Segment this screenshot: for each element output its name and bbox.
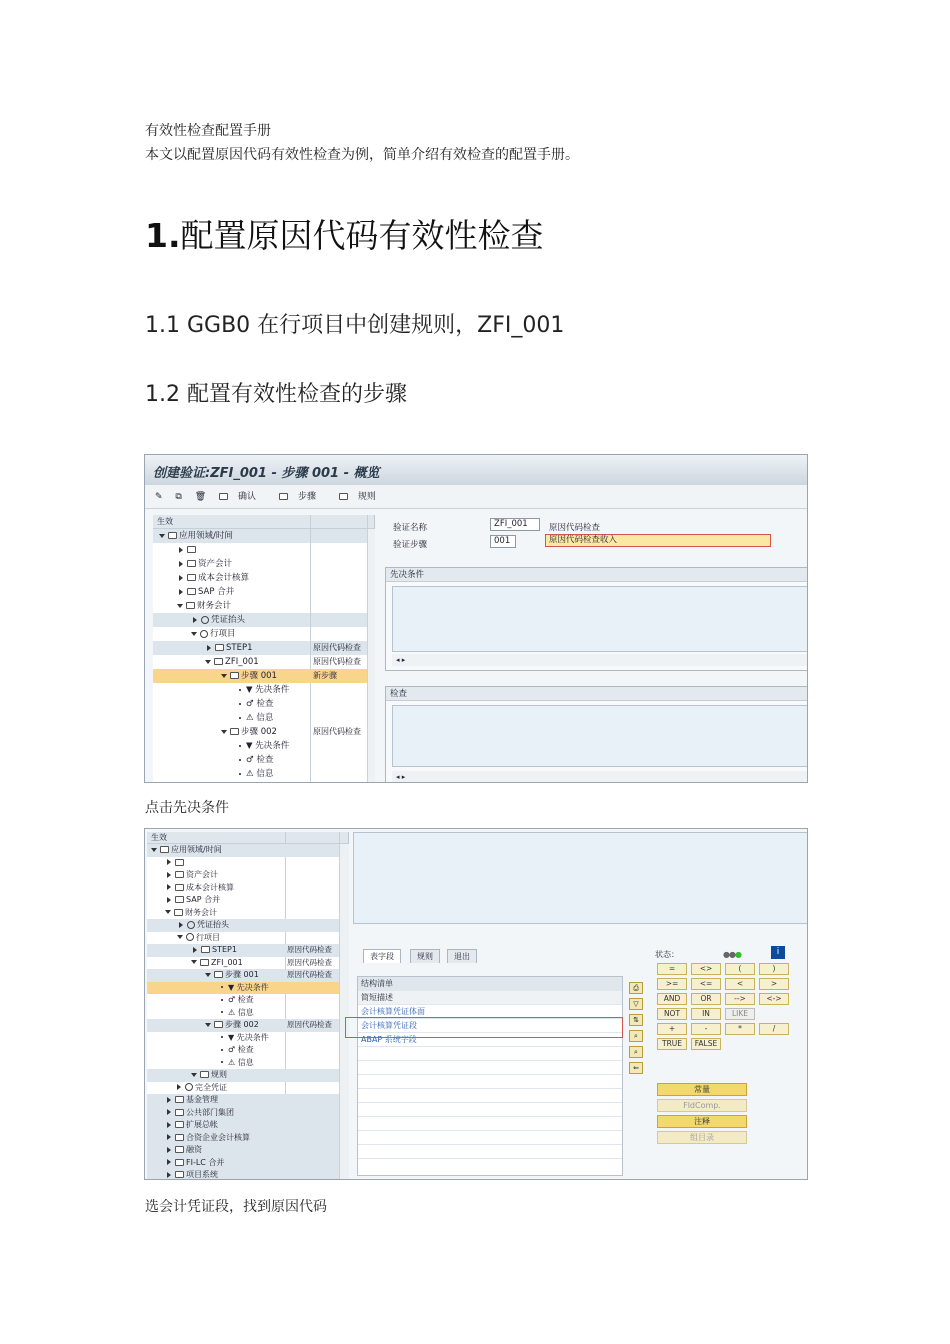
tree-desc: 原因代码检查 bbox=[287, 945, 332, 954]
clock-icon bbox=[186, 933, 194, 941]
folder-open-icon bbox=[174, 909, 183, 916]
step-button[interactable]: 步骤 bbox=[279, 492, 326, 502]
tree-desc: 原因代码检查 bbox=[313, 727, 361, 736]
filter-icon: ▼ bbox=[228, 1032, 235, 1042]
folder-icon bbox=[175, 1121, 184, 1128]
validation-tree bbox=[153, 515, 375, 783]
group-directory-button[interactable]: 组目录 bbox=[657, 1131, 747, 1144]
tree-node[interactable]: ▼ 先决条件 bbox=[239, 683, 289, 697]
tree-node[interactable]: 成本会计核算 bbox=[179, 571, 249, 585]
op-button[interactable]: LIKE bbox=[725, 1008, 755, 1020]
warning-icon: ⚠ bbox=[246, 769, 254, 779]
list-item[interactable] bbox=[358, 1061, 622, 1075]
op-button[interactable]: + bbox=[657, 1023, 687, 1035]
folder-icon bbox=[175, 1134, 184, 1141]
panel-scroll-arrows[interactable]: ◂ ▸ bbox=[392, 771, 808, 783]
status-label: 状态： bbox=[655, 950, 679, 959]
clock-icon bbox=[185, 1083, 193, 1091]
tree-node[interactable]: 应用领域/时间 bbox=[159, 529, 233, 543]
warning-icon: ⚠ bbox=[246, 713, 254, 723]
folder-icon bbox=[187, 574, 196, 581]
check-icon: ♂ bbox=[228, 995, 236, 1004]
folder-open-icon bbox=[186, 602, 195, 609]
validation-name-desc: 原因代码检查 bbox=[549, 523, 601, 533]
tree-node[interactable]: ▼ 先决条件 bbox=[221, 1032, 269, 1045]
validation-step-label: 验证步骤 bbox=[393, 540, 428, 550]
tree-node[interactable]: 合资企业会计核算 bbox=[167, 1132, 250, 1145]
tree-node[interactable]: ZFI_001 bbox=[205, 655, 259, 669]
warning-icon: ⚠ bbox=[228, 1007, 236, 1017]
rule-folder-icon bbox=[200, 1071, 209, 1078]
tree-node[interactable]: ⚠ 信息 bbox=[239, 767, 273, 781]
tree-desc: 新步骤 bbox=[313, 671, 337, 680]
false-button[interactable]: FALSE bbox=[691, 1038, 721, 1050]
folder-open-icon bbox=[230, 672, 239, 679]
constant-button[interactable]: 常量 bbox=[657, 1083, 747, 1096]
tree-desc: 原因代码检查 bbox=[287, 1020, 332, 1029]
find-icon[interactable]: ⌕ bbox=[629, 1030, 643, 1042]
tree-node[interactable]: 凭证抬头 bbox=[179, 919, 229, 932]
sort-icon[interactable]: ⇅ bbox=[629, 1014, 643, 1026]
tree-node-selected[interactable]: ▼ 先决条件 bbox=[147, 982, 339, 995]
tree-node[interactable]: 公共部门集团 bbox=[167, 1107, 234, 1120]
folder-icon bbox=[160, 846, 169, 853]
list-item[interactable]: ABAP 系统字段 bbox=[358, 1033, 622, 1047]
tree-node[interactable]: ⚠ 信息 bbox=[221, 1057, 254, 1070]
filter-icon: ▼ bbox=[246, 685, 253, 695]
folder-icon bbox=[187, 546, 196, 553]
tab-exits[interactable]: 退出 bbox=[447, 949, 477, 963]
doc-intro: 本文以配置原因代码有效性检查为例，简单介绍有效检查的配置手册。 bbox=[145, 147, 579, 163]
tree-header: 生效 bbox=[153, 515, 374, 529]
highlight-box bbox=[345, 1017, 623, 1038]
op-button[interactable]: = bbox=[657, 963, 687, 975]
op-button[interactable]: / bbox=[759, 1023, 789, 1035]
folder-icon bbox=[175, 1109, 184, 1116]
heading-1-number: 1. bbox=[145, 216, 181, 255]
tree-node[interactable]: SAP 合并 bbox=[179, 585, 234, 599]
tree-node[interactable]: 扩展总帐 bbox=[167, 1119, 218, 1132]
tree-node[interactable]: ♂ 检查 bbox=[239, 753, 273, 767]
print-icon[interactable]: ⎙ bbox=[629, 982, 643, 994]
list-item[interactable] bbox=[358, 1117, 622, 1131]
trash-icon[interactable]: 🗑 bbox=[194, 492, 207, 502]
tree-node[interactable]: ♂ 检查 bbox=[239, 697, 273, 711]
list-item[interactable] bbox=[358, 1145, 622, 1159]
tree-node[interactable]: 资产会计 bbox=[167, 869, 218, 882]
tree-node[interactable]: 步骤 001 bbox=[205, 969, 259, 982]
op-button[interactable]: >= bbox=[657, 978, 687, 990]
check-panel-title: 检查 bbox=[386, 687, 808, 701]
condition-editor[interactable] bbox=[353, 832, 808, 924]
validation-tree bbox=[147, 832, 349, 1180]
rule-button[interactable]: 规则 bbox=[339, 492, 386, 502]
tree-node[interactable] bbox=[167, 857, 186, 870]
screenshot-prerequisite-editor bbox=[144, 828, 808, 1180]
tree-node[interactable]: FI-LC 合并 bbox=[167, 1157, 224, 1170]
screenshot-create-validation bbox=[144, 454, 808, 783]
back-arrow-icon[interactable]: ⇐ bbox=[629, 1062, 643, 1074]
folder-open-icon bbox=[214, 658, 223, 665]
check-icon: ♂ bbox=[246, 755, 254, 765]
tree-node[interactable]: 财务会计 bbox=[177, 599, 231, 613]
tree-node[interactable]: STEP1 bbox=[207, 641, 253, 655]
folder-icon bbox=[187, 588, 196, 595]
clock-icon bbox=[187, 921, 195, 929]
panel-scroll-arrows[interactable]: ◂ ▸ bbox=[392, 654, 808, 666]
op-button[interactable]: --> bbox=[725, 993, 755, 1005]
op-button[interactable]: * bbox=[725, 1023, 755, 1035]
tree-node[interactable]: 基金管理 bbox=[167, 1094, 218, 1107]
op-button[interactable]: OR bbox=[691, 993, 721, 1005]
list-item[interactable] bbox=[358, 1103, 622, 1117]
folder-icon bbox=[187, 560, 196, 567]
list-item[interactable] bbox=[358, 1047, 622, 1061]
op-button[interactable]: > bbox=[759, 978, 789, 990]
doc-title: 有效性检查配置手册 bbox=[145, 123, 271, 139]
tree-desc: 原因代码检查 bbox=[287, 957, 332, 967]
prerequisite-panel bbox=[385, 567, 808, 671]
validation-step-field[interactable]: 001 bbox=[490, 535, 516, 548]
tab-table-fields[interactable]: 表字段 bbox=[363, 949, 401, 963]
tree-node[interactable]: ⚠ 信息 bbox=[239, 711, 273, 725]
tree-node-selected[interactable]: 步骤 001 bbox=[153, 669, 367, 683]
copy-icon[interactable]: ⧉ bbox=[175, 492, 182, 502]
filter-icon: ▼ bbox=[246, 741, 253, 751]
tree-node[interactable] bbox=[179, 543, 198, 557]
list-item[interactable] bbox=[358, 1075, 622, 1089]
clock-icon bbox=[201, 616, 209, 624]
pencil-icon[interactable]: ✎ bbox=[155, 492, 163, 502]
tree-header: 生效 bbox=[147, 832, 348, 844]
true-button[interactable]: TRUE bbox=[657, 1038, 687, 1050]
tree-node[interactable]: 应用领域/时间 bbox=[151, 844, 222, 857]
op-button[interactable]: - bbox=[691, 1023, 721, 1035]
op-button[interactable]: <= bbox=[691, 978, 721, 990]
op-button[interactable]: NOT bbox=[657, 1008, 687, 1020]
op-button[interactable]: < bbox=[725, 978, 755, 990]
folder-open-icon bbox=[214, 971, 223, 978]
tree-desc: 原因代码检查 bbox=[287, 970, 332, 979]
document-icon bbox=[339, 493, 348, 500]
tree-node[interactable]: ⚠ 信息 bbox=[221, 1007, 254, 1020]
folder-open-icon bbox=[200, 959, 209, 966]
tree-node[interactable]: 财务会计 bbox=[165, 907, 217, 920]
tree-node[interactable]: 凭证抬头 bbox=[193, 613, 245, 627]
find-next-icon[interactable]: ⌕ bbox=[629, 1046, 643, 1058]
tree-node[interactable]: 步骤 002 bbox=[205, 1019, 259, 1032]
warning-icon: ⚠ bbox=[228, 1057, 236, 1067]
folder-icon bbox=[175, 859, 184, 866]
heading-1-2: 1.2 配置有效性检查的步骤 bbox=[145, 382, 407, 407]
op-button[interactable]: AND bbox=[657, 993, 687, 1005]
validation-name-field[interactable]: ZFI_001 bbox=[490, 518, 540, 531]
tree-node[interactable]: ▼ 先决条件 bbox=[239, 739, 289, 753]
tree-node[interactable]: ♂ 检查 bbox=[221, 994, 254, 1007]
folder-icon bbox=[175, 871, 184, 878]
folder-icon bbox=[168, 532, 177, 539]
validation-name-label: 验证名称 bbox=[393, 523, 428, 533]
folder-icon bbox=[175, 884, 184, 891]
clock-icon bbox=[200, 630, 208, 638]
tree-node[interactable]: 规则 bbox=[191, 1069, 227, 1082]
prerequisite-panel-title: 先决条件 bbox=[386, 568, 808, 582]
info-icon[interactable]: i bbox=[771, 946, 785, 959]
comment-button[interactable]: 注释 bbox=[657, 1115, 747, 1128]
op-button[interactable]: IN bbox=[691, 1008, 721, 1020]
tree-node[interactable]: ♂ 检查 bbox=[221, 1044, 254, 1057]
check-icon: ♂ bbox=[246, 699, 254, 709]
tree-node[interactable]: ZFI_001 bbox=[191, 957, 243, 970]
heading-1-text: 配置原因代码有效性检查 bbox=[180, 216, 544, 255]
structure-list bbox=[357, 976, 623, 1176]
list-header: 结构清单 bbox=[358, 977, 622, 991]
folder-icon bbox=[215, 644, 224, 651]
document-icon bbox=[219, 493, 228, 500]
tree-node[interactable]: 项目系统 bbox=[167, 1169, 218, 1180]
list-item[interactable]: 会计核算凭证体面 bbox=[358, 1005, 622, 1019]
tree-desc: 原因代码检查 bbox=[313, 643, 361, 652]
op-button[interactable]: <> bbox=[691, 963, 721, 975]
check-editor[interactable] bbox=[392, 705, 808, 767]
tree-node[interactable]: 行项目 bbox=[177, 932, 220, 945]
tree-node[interactable]: 行项目 bbox=[191, 627, 236, 641]
folder-icon bbox=[175, 1146, 184, 1153]
caption-1: 点击先决条件 bbox=[145, 800, 229, 816]
tree-node[interactable]: 资产会计 bbox=[179, 557, 232, 571]
heading-1 bbox=[145, 210, 544, 257]
document-icon bbox=[279, 493, 288, 500]
folder-open-icon bbox=[214, 1021, 223, 1028]
tree-scrollbar[interactable] bbox=[339, 844, 349, 1180]
toolbar bbox=[145, 485, 807, 509]
step-description-input[interactable]: 原因代码检查收入 bbox=[545, 534, 771, 547]
folder-open-icon bbox=[230, 728, 239, 735]
folder-icon bbox=[175, 1171, 184, 1178]
op-button[interactable]: ( bbox=[725, 963, 755, 975]
folder-icon bbox=[175, 1159, 184, 1166]
tree-node[interactable]: 完全凭证 bbox=[177, 1082, 227, 1095]
tree-node[interactable]: 融资 bbox=[167, 1144, 202, 1157]
list-item[interactable] bbox=[358, 1131, 622, 1145]
tree-node[interactable]: 步骤 002 bbox=[221, 725, 277, 739]
list-item[interactable] bbox=[358, 1089, 622, 1103]
prerequisite-editor[interactable] bbox=[392, 586, 808, 652]
folder-icon bbox=[175, 1096, 184, 1103]
tree-scrollbar[interactable] bbox=[367, 529, 375, 783]
op-button[interactable]: ) bbox=[759, 963, 789, 975]
caption-2: 选会计凭证段，找到原因代码 bbox=[145, 1199, 327, 1215]
tree-desc: 原因代码检查 bbox=[313, 657, 361, 666]
tab-rules[interactable]: 规则 bbox=[410, 949, 440, 963]
list-item[interactable]: 简短描述 bbox=[358, 991, 622, 1005]
status-lights: ●●● bbox=[723, 950, 741, 959]
window-title: 创建验证:ZFI_001 - 步骤 001 - 概览 bbox=[145, 455, 807, 485]
folder-icon bbox=[201, 946, 210, 953]
heading-1-1: 1.1 GGB0 在行项目中创建规则，ZFI_001 bbox=[145, 313, 565, 338]
filter-icon[interactable]: ▽ bbox=[629, 998, 643, 1010]
tree-node[interactable]: SAP 合并 bbox=[167, 894, 220, 907]
check-icon: ♂ bbox=[228, 1045, 236, 1054]
tree-node[interactable]: STEP1 bbox=[193, 944, 237, 957]
filter-icon: ▼ bbox=[228, 982, 235, 992]
op-button[interactable]: <-> bbox=[759, 993, 789, 1005]
field-compare-button[interactable]: FldComp. bbox=[657, 1099, 747, 1112]
tree-node[interactable]: 成本会计核算 bbox=[167, 882, 234, 895]
folder-icon bbox=[175, 896, 184, 903]
confirm-button[interactable]: 确认 bbox=[219, 492, 266, 502]
check-panel bbox=[385, 686, 808, 783]
list-item-selected[interactable]: 会计核算凭证段 bbox=[358, 1019, 622, 1033]
